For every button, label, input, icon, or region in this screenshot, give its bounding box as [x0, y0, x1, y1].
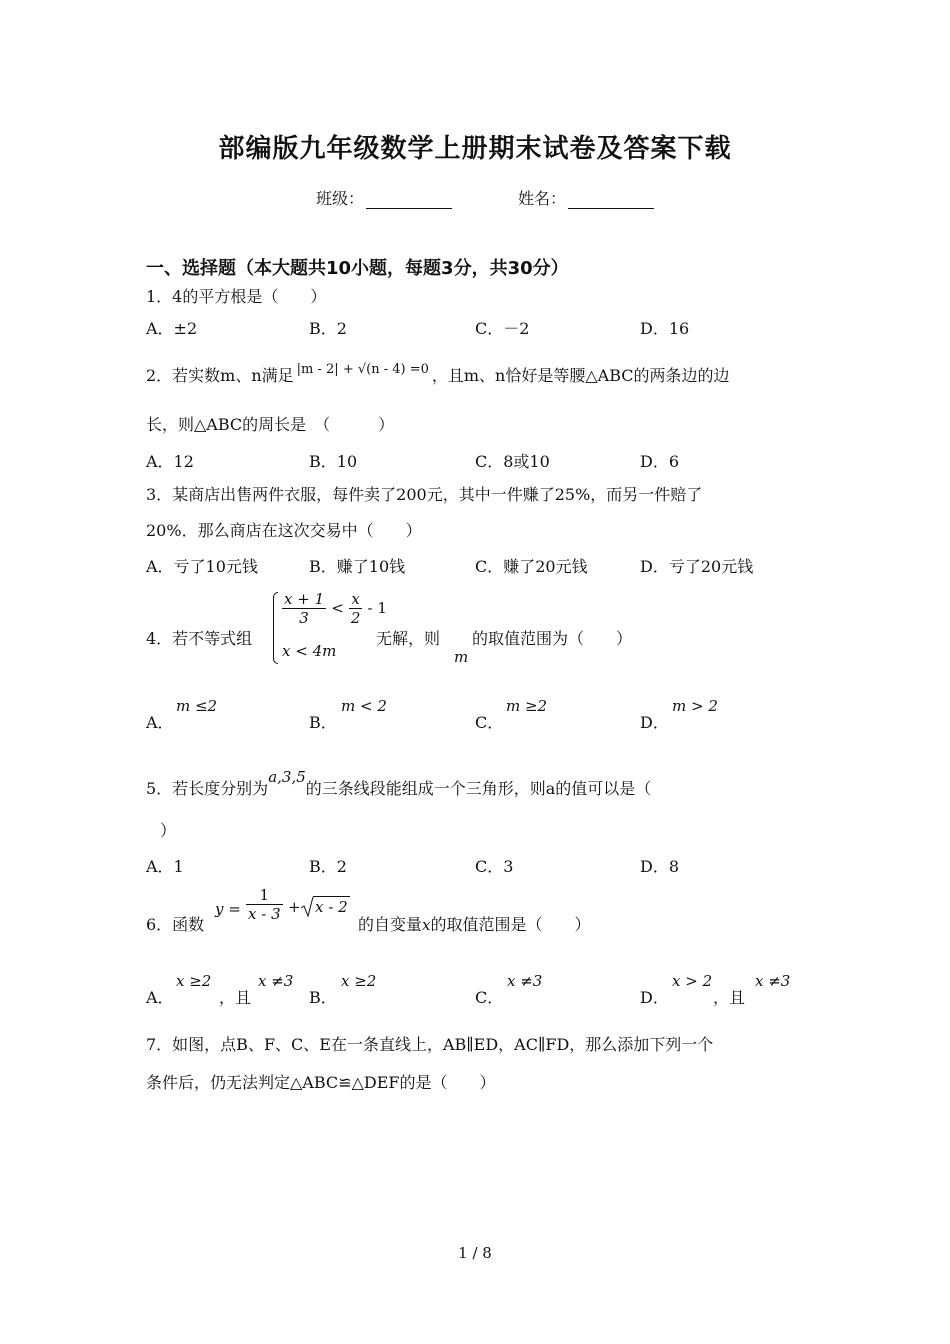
q4-ineq1-lt: < [331, 599, 344, 617]
q6-fraction [246, 886, 283, 923]
q4-prefix: 4．若不等式组 [146, 629, 253, 648]
q5-option-c: C．3 [475, 857, 514, 876]
q5-expression: a,3,5 [268, 768, 306, 786]
q6-suffix: 的自变量 [358, 915, 423, 934]
q4-ineq1-den2: 2 [350, 609, 361, 627]
q6-option-c-expr: x ≠3 [507, 972, 543, 990]
q6-y: y = [215, 900, 241, 918]
q4-option-a-expr: m ≤2 [176, 697, 218, 715]
q6-plus: + [288, 898, 301, 916]
q3-option-c: C．赚了20元钱 [475, 557, 588, 576]
q3-option-d: D．亏了20元钱 [640, 557, 754, 576]
q5-line2: ） [160, 821, 177, 840]
q4-option-c-expr: m ≥2 [506, 697, 548, 715]
q6-suffix2: 的取值范围是（ ） [430, 915, 591, 934]
q6-prefix: 6．函数 [146, 915, 205, 934]
question-7: 7．如图，点B、F、C、E在一条直线上，AB∥ED，AC∥FD，那么添加下列一个 [146, 1035, 714, 1054]
q1-option-a: A．±2 [146, 319, 198, 338]
q6-option-d-and: ，且 [713, 988, 746, 1007]
q6-option-b-label: B． [309, 988, 337, 1007]
q1-option-d: D．16 [640, 319, 690, 338]
q2-option-a: A．12 [146, 452, 194, 471]
q5-suffix: 的三条线段能组成一个三角形，则a的值可以是（ [305, 779, 652, 798]
q4-suffix: 的取值范围为（ ） [472, 629, 633, 648]
question-7-line2: 条件后，仍无法判定△ABC≌△DEF的是（ ） [146, 1073, 496, 1092]
q6-option-a-expr1: x ≥2 [176, 972, 212, 990]
q6-mid [358, 912, 591, 935]
q1-option-c: C．－2 [475, 319, 530, 338]
page-title: 部编版九年级数学上册期末试卷及答案下载 [218, 134, 732, 164]
q2-prefix: 2．若实数m、n满足 [146, 366, 294, 385]
q4-ineq1-tail: - 1 [367, 599, 387, 617]
q6-sqrt-content: x - 2 [315, 898, 348, 916]
class-blank [366, 192, 452, 209]
q6-option-a-and: ，且 [219, 988, 252, 1007]
q6-option-a-label: A． [146, 988, 174, 1007]
q4-brace [273, 592, 278, 664]
q5-option-b: B．2 [309, 857, 347, 876]
class-field [316, 186, 452, 209]
q6-option-d-expr1: x > 2 [672, 972, 713, 990]
question-2 [146, 362, 730, 386]
q2-expression: |m - 2| + √(n - 4) =0 [296, 362, 429, 377]
question-3: 3．某商店出售两件衣服，每件卖了200元，其中一件赚了25%，而另一件赔了 [146, 485, 703, 504]
q4-ineq1-num2: x [349, 590, 363, 609]
class-label: 班级： [316, 189, 365, 208]
page-number: 1 / 8 [458, 1244, 492, 1262]
q4-inequality-2: x < 4m [282, 642, 337, 660]
q6-numerator: 1 [246, 886, 283, 905]
name-blank [568, 192, 654, 209]
q5-option-a: A．1 [146, 857, 184, 876]
q4-ineq1-den: 3 [299, 609, 309, 627]
question-1: 1．4的平方根是（ ） [146, 287, 327, 306]
q4-inequality-1 [282, 590, 387, 627]
q2-option-c: C．8或10 [475, 452, 550, 471]
q4-option-b-label: B． [309, 713, 337, 732]
q5-option-d: D．8 [640, 857, 680, 876]
q6-x: x [422, 916, 431, 934]
question-5 [146, 768, 651, 799]
q6-option-d-label: D． [640, 988, 669, 1007]
q2-option-b: B．10 [309, 452, 358, 471]
q4-option-d-label: D． [640, 713, 669, 732]
q4-option-b-expr: m < 2 [341, 697, 387, 715]
q6-option-b-expr: x ≥2 [341, 972, 377, 990]
q6-denominator: x - 3 [248, 905, 281, 923]
q4-ineq1-num: x + 1 [284, 590, 325, 608]
q3-option-b: B．赚了10钱 [309, 557, 406, 576]
q2-option-d: D．6 [640, 452, 680, 471]
q3-option-a: A．亏了10元钱 [146, 557, 258, 576]
q4-option-a-label: A． [146, 713, 174, 732]
q2-suffix: ，且m、n恰好是等腰△ABC的两条边的边 [431, 366, 730, 385]
q6-option-a-expr2: x ≠3 [258, 972, 294, 990]
q5-prefix: 5．若长度分别为 [146, 779, 269, 798]
q6-option-c-label: C． [475, 988, 504, 1007]
q6-option-d-expr2: x ≠3 [755, 972, 791, 990]
sqrt-icon [300, 896, 314, 918]
question-2-line2: 长，则△ABC的周长是 （ ） [146, 415, 395, 434]
q4-variable: m [454, 648, 469, 666]
name-field [518, 186, 654, 209]
q4-option-c-label: C． [475, 713, 504, 732]
q6-sqrt [300, 896, 350, 918]
q4-mid: 无解，则 [376, 629, 441, 648]
section-heading: 一、选择题（本大题共10小题，每题3分，共30分） [146, 258, 569, 279]
question-3-line2: 20%．那么商店在这次交易中（ ） [146, 521, 422, 540]
name-label: 姓名： [518, 189, 567, 208]
q4-option-d-expr: m > 2 [672, 697, 718, 715]
q1-option-b: B．2 [309, 319, 347, 338]
